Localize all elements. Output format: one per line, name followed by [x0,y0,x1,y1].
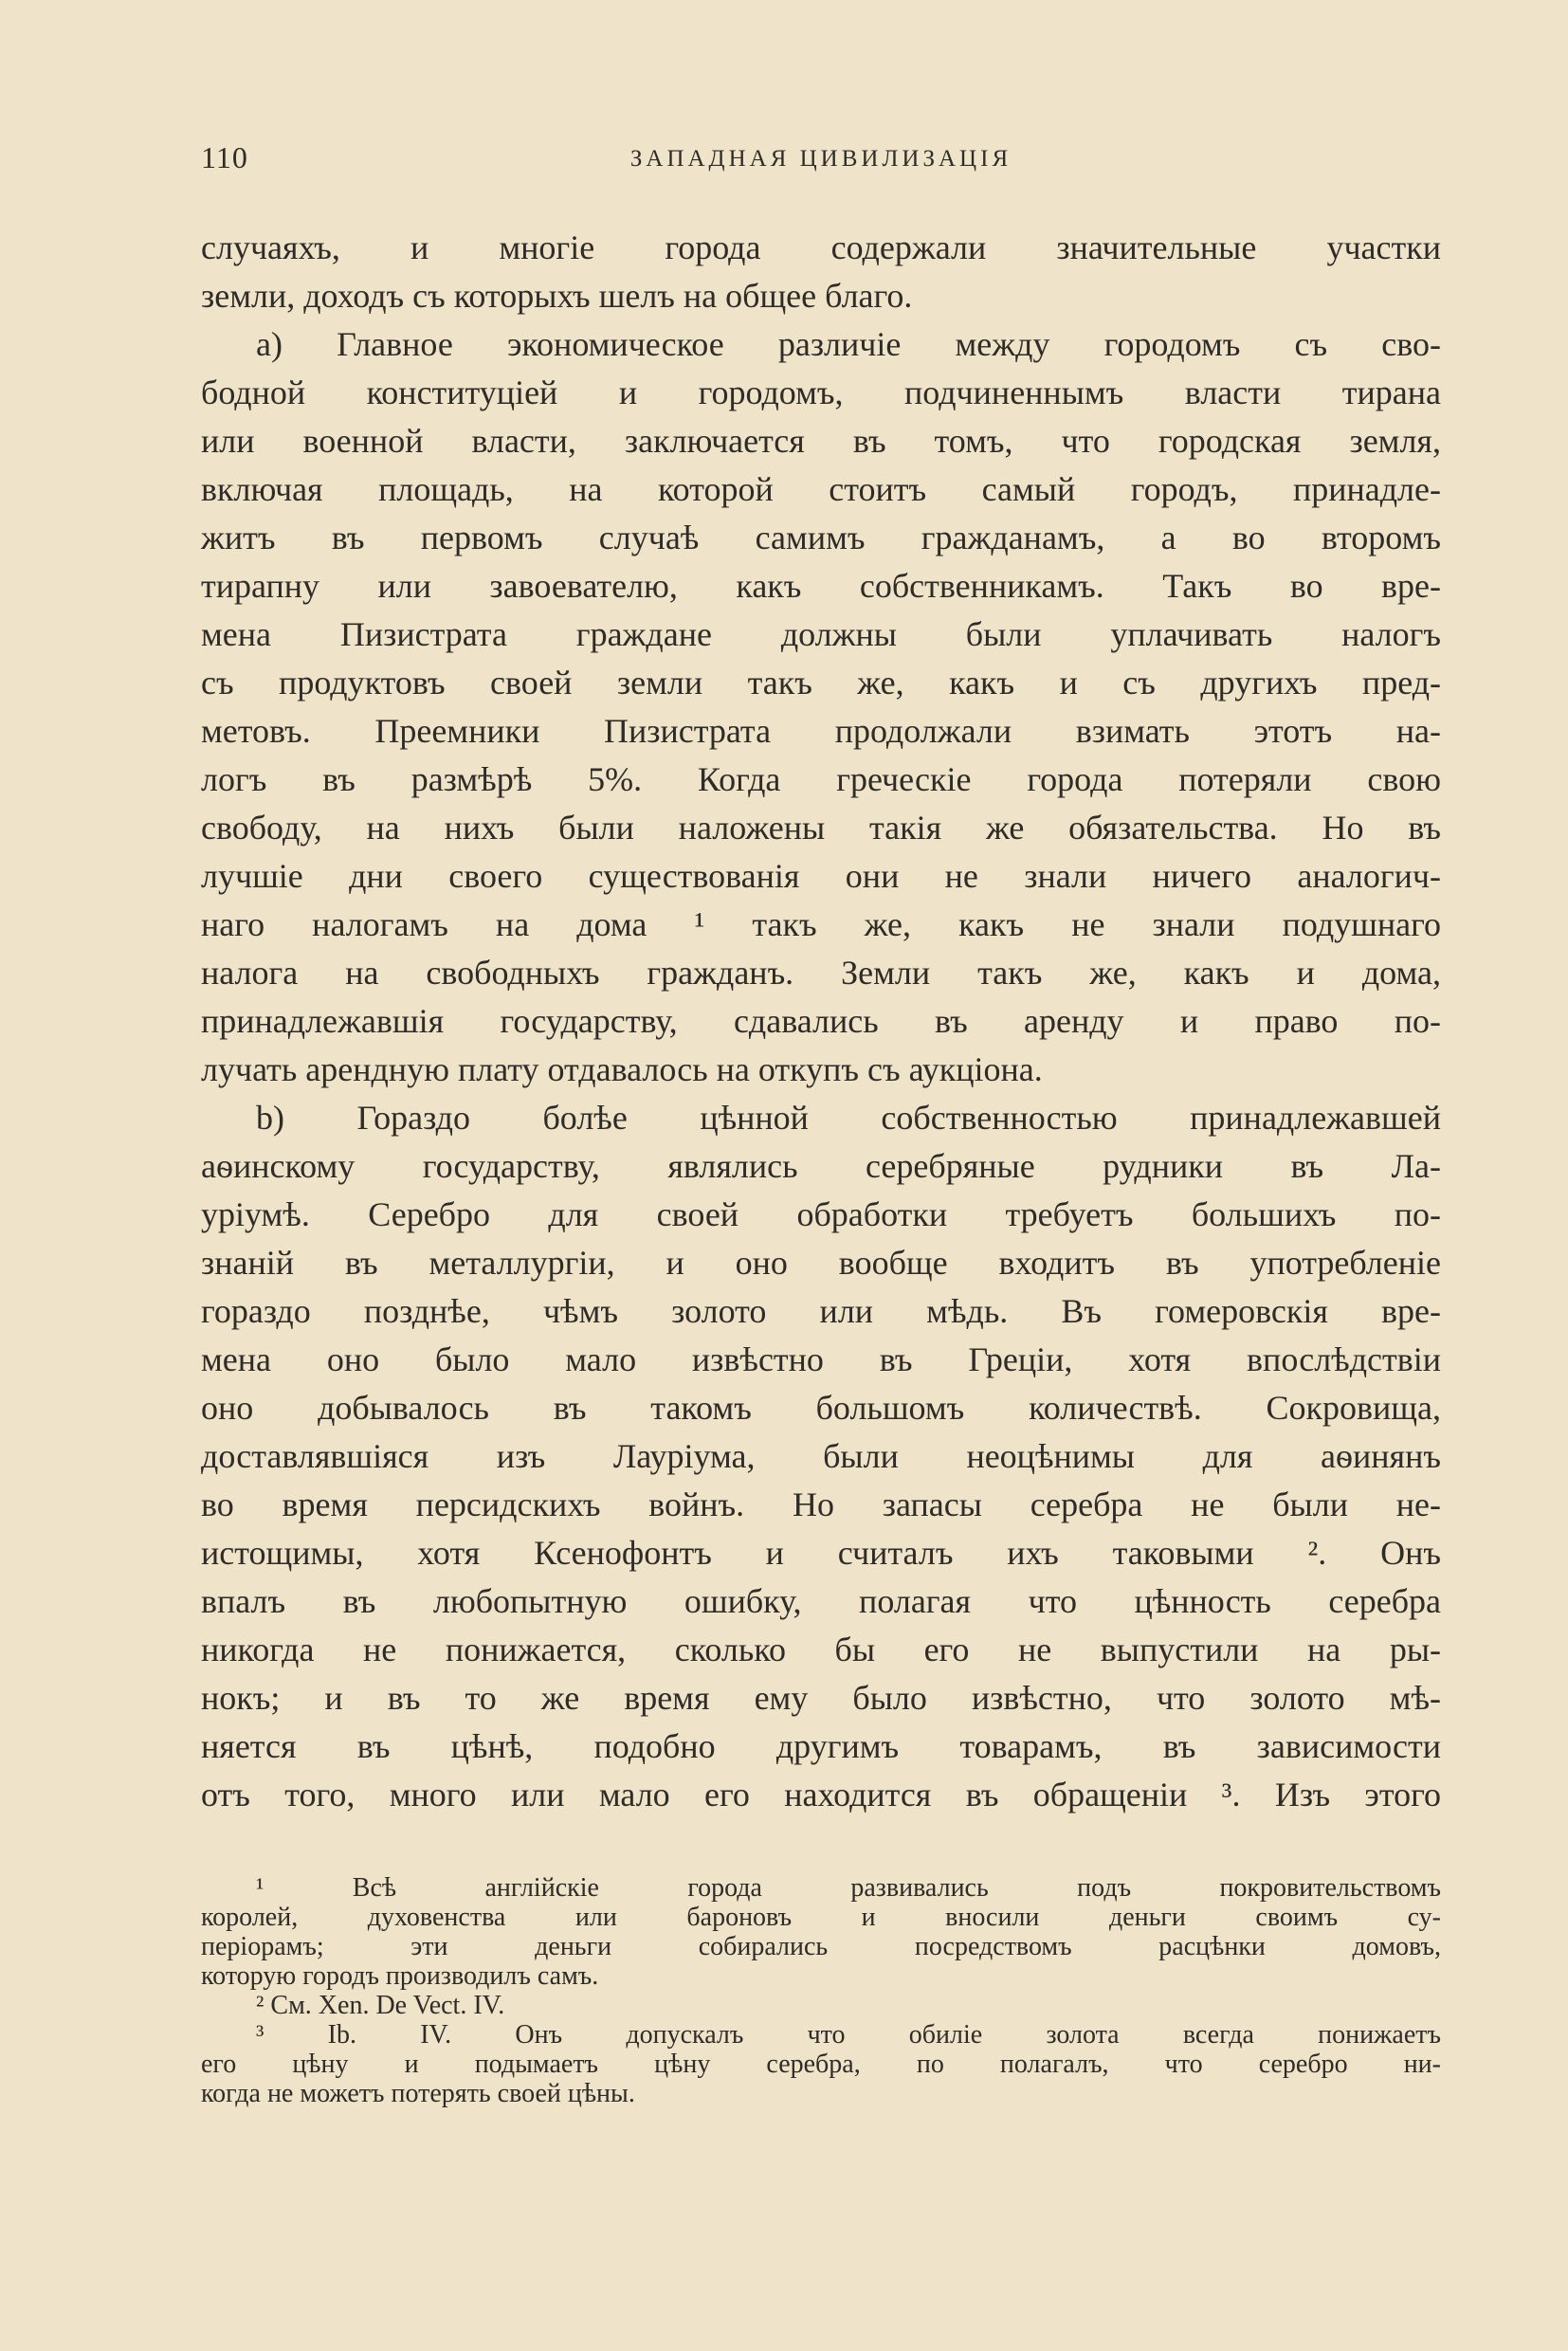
text-line: a) Главное экономическое различіе между городомъ съ сво- [256,325,1441,363]
footnote-line: королей, духовенства или бароновъ и вносили деньги своимъ су- [201,1903,1441,1932]
page-header [201,140,1441,188]
text-line: тирапну или завоевателю, какъ собственникамъ. Такъ во вре- [201,567,1441,605]
running-title: ЗАПАДНАЯ ЦИВИЛИЗАЦІЯ [629,146,1012,172]
text-line: житъ въ первомъ случаѣ самимъ гражданамъ, а во второмъ [201,519,1441,556]
text-line: отъ того, много или мало его находится въ обращеніи ³. Изъ этого [201,1776,1441,1813]
text-line: съ продуктовъ своей земли такъ же, какъ и съ другихъ пред- [201,664,1441,702]
text-line: гораздо позднѣе, чѣмъ золото или мѣдь. Въ гомеровскія вре- [201,1292,1441,1330]
text-line: уріумѣ. Серебро для своей обработки требуетъ большихъ по- [201,1195,1441,1233]
footnote-line: ¹ Всѣ англійскіе города развивались подъ покровительствомъ [256,1873,1441,1903]
footnote-line: его цѣну и подымаетъ цѣну серебра, по полагалъ, что серебро ни- [201,2050,1441,2079]
text-line: лучать арендную плату отдавалось на откупъ съ аукціона. [201,1050,1043,1088]
text-line: нокъ; и въ то же время ему было извѣстно, что золото мѣ- [201,1679,1441,1717]
text-line: b) Гораздо болѣе цѣнной собственностью принадлежавшей [256,1099,1441,1137]
text-line: мена оно было мало извѣстно въ Греціи, хотя впослѣдствіи [201,1340,1441,1378]
footnote-line: періорамъ; эти деньги собирались посредствомъ расцѣнки домовъ, [201,1932,1441,1961]
text-line: во время персидскихъ войнъ. Но запасы серебра не были не- [201,1485,1441,1523]
footnote-line: ³ Ib. IV. Онъ допускалъ что обиліе золота всегда понижаетъ [256,2020,1441,2050]
text-line: свободу, на нихъ были наложены такія же обязательства. Но въ [201,809,1441,847]
text-line: бодной конституціей и городомъ, подчиненнымъ власти тирана [201,374,1441,411]
text-line: знаній въ металлургіи, и оно вообще входитъ въ употребленіе [201,1244,1441,1282]
text-line: аѳинскому государству, являлись серебряные рудники въ Ла- [201,1147,1441,1185]
text-line: логъ въ размѣрѣ 5%. Когда греческіе города потеряли свою [201,760,1441,798]
text-line: налога на свободныхъ гражданъ. Земли такъ же, какъ и дома, [201,954,1441,992]
text-line: или военной власти, заключается въ томъ, что городская земля, [201,422,1441,460]
text-line: случаяхъ, и многіе города содержали значительные участки [201,228,1441,266]
text-line: доставлявшіяся изъ Лауріума, были неоцѣнимы для аѳинянъ [201,1437,1441,1475]
footnote-line: когда не можетъ потерять своей цѣны. [201,2079,635,2108]
text-line: оно добывалось въ такомъ большомъ количествѣ. Сокровища, [201,1389,1441,1427]
footnote-line: которую городъ производилъ самъ. [201,1961,599,1991]
text-line: никогда не понижается, сколько бы его не выпустили на ры- [201,1631,1441,1668]
footnotes [201,1873,1441,2108]
text-line: земли, доходъ съ которыхъ шелъ на общее благо. [201,277,913,315]
text-line: наго налогамъ на дома ¹ такъ же, какъ не знали подушнаго [201,905,1441,943]
text-line: няется въ цѣнѣ, подобно другимъ товарамъ, въ зависимости [201,1727,1441,1765]
text-line: включая площадь, на которой стоитъ самый городъ, принадле- [201,470,1441,508]
text-line: истощимы, хотя Ксенофонтъ и считалъ ихъ таковыми ². Онъ [201,1534,1441,1572]
text-line: лучшіе дни своего существованія они не знали ничего аналогич- [201,857,1441,895]
text-line: метовъ. Преемники Пизистрата продолжали взимать этотъ на- [201,712,1441,750]
page-number: 110 [201,140,248,174]
text-line: впалъ въ любопытную ошибку, полагая что цѣнность серебра [201,1582,1441,1620]
footnote-line: ² См. Xen. De Vect. IV. [256,1991,505,2020]
main-text [201,224,1441,1819]
text-line: мена Пизистрата граждане должны были уплачивать налогъ [201,615,1441,653]
text-line: принадлежавшія государству, сдавались въ аренду и право по- [201,1002,1441,1040]
